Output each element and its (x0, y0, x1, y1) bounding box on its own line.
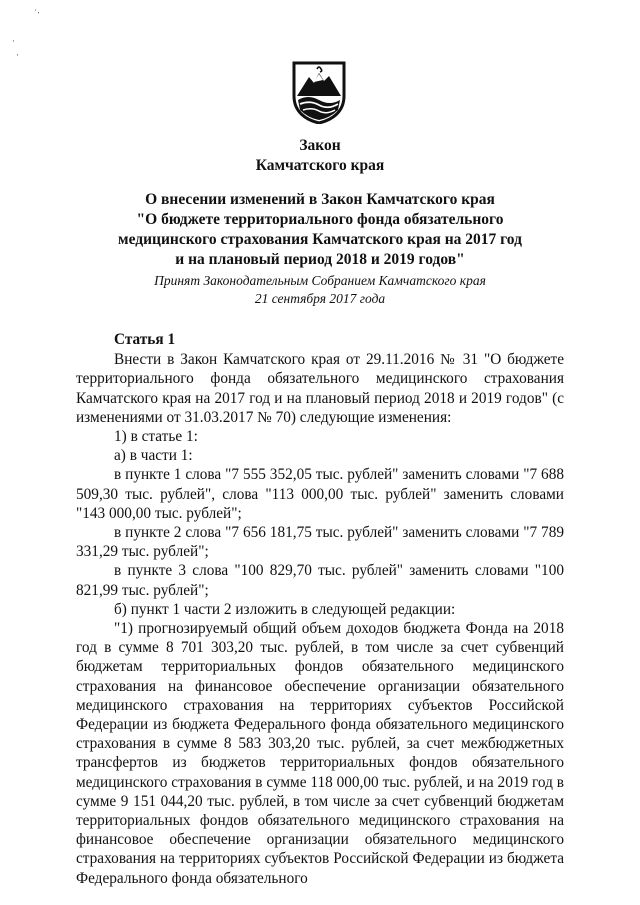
article-paragraph: б) пункт 1 части 2 изложить в следующей редакции: (114, 600, 456, 618)
article-paragraph: в пункте 3 слова "100 829,70 тыс. рублей" заменить словами "100 821,99 тыс. рублей"; (76, 562, 564, 599)
law-subtitle-line: О внесении изменений в Закон Камчатского края (145, 191, 495, 208)
scan-speck: · (12, 36, 15, 46)
adoption-note-line1: Принят Законодательным Собранием Камчатского края (154, 273, 486, 288)
article-body (76, 330, 564, 888)
article-heading: Статья 1 (114, 331, 176, 348)
article-paragraph: в пункте 2 слова "7 656 181,75 тыс. рублей" заменить словами "7 789 331,29 тыс. рублей"; (76, 524, 564, 561)
article-paragraph: "1) прогнозируемый общий объем доходов бюджета Фонда на 2018 год в сумме 8 701 303,20 тыс. рублей, в том числе за счет субвенций бюджетам территориальных фондов обязательного медицинского страхования на финансовое обеспечение организации обязательного медицинского страхования на территориях субъектов Российской Федерации из бюджета Федерального фонда обязательного медицинского страхования в сумме 8 583 303,20 тыс. рублей, за счет межбюджетных трансфертов из бюджетов территориальных фондов обязательного медицинского страхования в сумме 118 000,00 тыс. рублей, и на 2019 год в сумме 9 151 044,20 тыс. рублей, в том числе за счет субвенций бюджетам территориальных фондов обязательного медицинского страхования на финансовое обеспечение организации обязательного медицинского страхования на территориях субъектов Российской Федерации из бюджета Федерального фонда обязательного (76, 620, 564, 887)
law-title-line1: Закон (299, 137, 341, 154)
scan-speck: · (16, 50, 19, 60)
law-title (0, 136, 640, 176)
law-subtitle-line: "О бюджете территориального фонда обязательного (136, 211, 504, 228)
article-paragraph: в пункте 1 слова "7 555 352,05 тыс. рублей" заменить словами "7 688 509,30 тыс. рублей", слова "113 000,00 тыс. рублей" заменить словами "143 000,00 тыс. рублей"; (76, 466, 564, 522)
scan-speck: ˙‧ (34, 8, 40, 18)
law-subtitle (0, 190, 640, 270)
law-title-line2: Камчатского края (255, 157, 385, 174)
adoption-date: 21 сентября 2017 года (254, 291, 386, 306)
article-paragraph: Внести в Закон Камчатского края от 29.11.2016 № 31 "О бюджете территориального фонда обязательного медицинского страхования Камчатского края на 2017 год и на плановый период 2018 и 2019 годов" (с изменениями от 31.03.2017 № 70) следующие изменения: (76, 351, 564, 426)
law-subtitle-line: медицинского страхования Камчатского края на 2017 год (118, 231, 522, 248)
article-paragraph: а) в части 1: (114, 447, 193, 465)
kamchatka-emblem-icon (290, 60, 348, 124)
article-paragraph: 1) в статье 1: (114, 428, 198, 446)
adoption-note (0, 272, 640, 308)
law-subtitle-line: и на плановый период 2018 и 2019 годов" (175, 251, 465, 268)
